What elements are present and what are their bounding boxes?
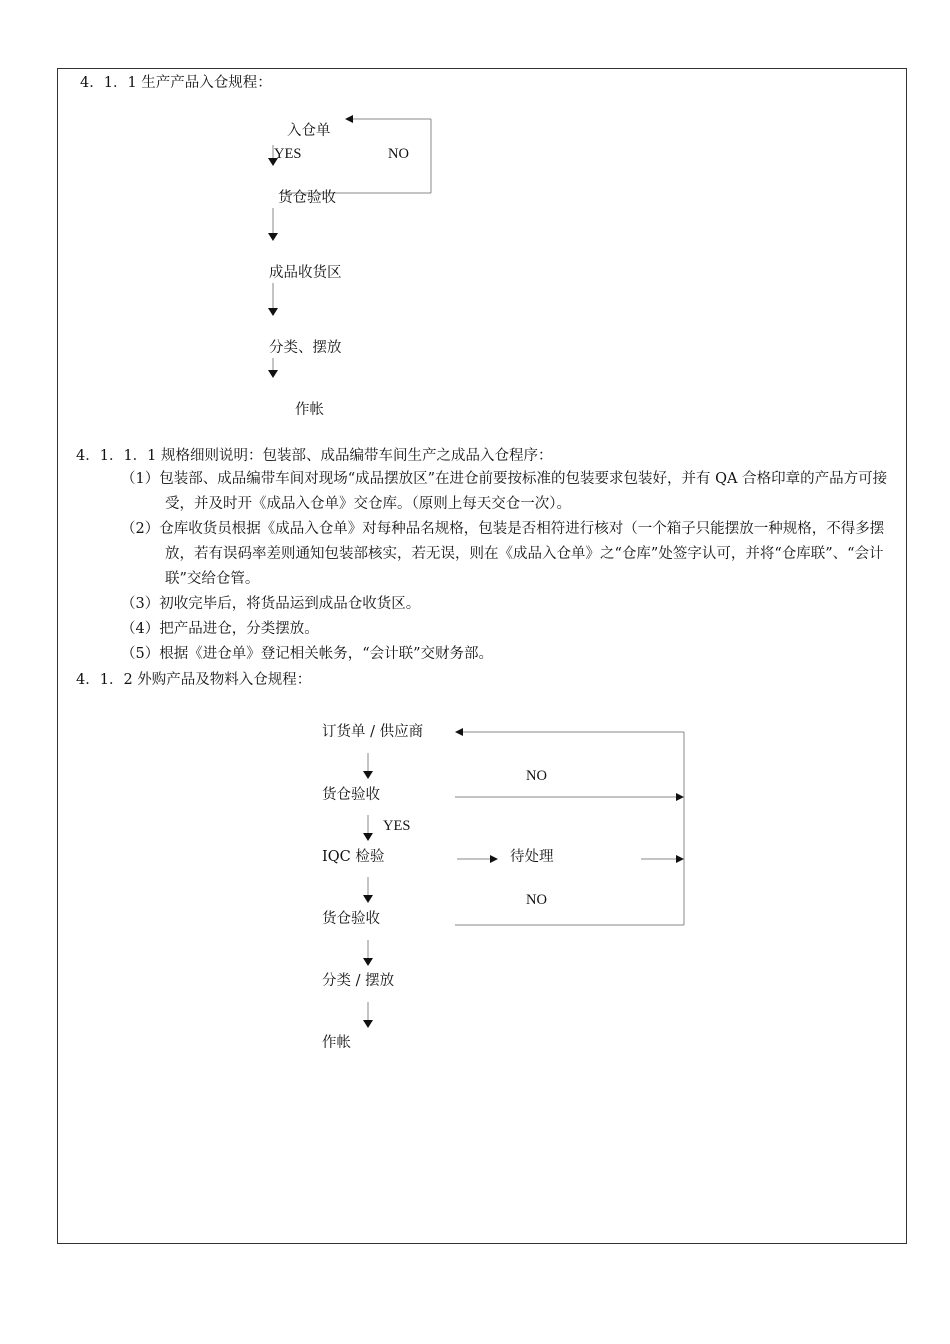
flow1-node-sort-place: 分类、摆放	[269, 340, 342, 356]
spec-item-3: （3）初收完毕后，将货品运到成品仓收货区。	[121, 596, 421, 612]
section-heading-spec-details: 4．1．1．1 规格细则说明：包装部、成品编带车间生产之成品入仓程序：	[76, 448, 553, 464]
flow2-node-order-supplier: 订货单 / 供应商	[322, 724, 424, 740]
flow1-node-bookkeeping: 作帐	[295, 402, 324, 418]
flow2-node-warehouse-inspection-2: 货仓验收	[322, 911, 380, 927]
flow1-yes-label: YES	[274, 146, 302, 162]
spec-item-2: （2）仓库收货员根据《成品入仓单》对每种品名规格，包装是否相符进行核对（一个箱子只能摆放一种规格，不得多摆放，若有误码率差则通知包装部核实，若无误，则在《成品入仓单》之“仓库”处签字认可，并将“仓库联”、“会计联”交给仓管。	[121, 521, 885, 587]
spec-item-4: （4）把产品进仓，分类摆放。	[121, 621, 319, 637]
flow1-no-label: NO	[388, 146, 409, 162]
flow2-no-label-2: NO	[526, 892, 547, 908]
flow1-node-receiving-area: 成品收货区	[269, 265, 342, 281]
flow2-node-iqc-inspection: IQC 检验	[322, 849, 385, 865]
flow2-node-bookkeeping: 作帐	[322, 1035, 351, 1051]
flow1-node-entry-slip: 入仓单	[287, 123, 331, 139]
flow1-node-warehouse-inspection: 货仓验收	[278, 190, 336, 206]
section-heading-production: 4．1．1 生产产品入仓规程：	[80, 75, 272, 91]
flow2-yes-label: YES	[383, 818, 411, 834]
flow2-node-pending: 待处理	[510, 849, 554, 865]
flow2-no-label-1: NO	[526, 768, 547, 784]
spec-item-1: （1）包装部、成品编带车间对现场“成品摆放区”在进仓前要按标准的包装要求包装好，并有 QA 合格印章的产品方可接受，并及时开《成品入仓单》交仓库。（原则上每天交仓一次）。	[121, 471, 888, 512]
section-heading-purchased: 4．1．2 外购产品及物料入仓规程：	[76, 672, 312, 688]
flow2-node-sort-place: 分类 / 摆放	[322, 973, 395, 989]
spec-item-5: （5）根据《进仓单》登记相关帐务，“会计联”交财务部。	[121, 646, 494, 662]
flow2-node-warehouse-inspection: 货仓验收	[322, 787, 380, 803]
